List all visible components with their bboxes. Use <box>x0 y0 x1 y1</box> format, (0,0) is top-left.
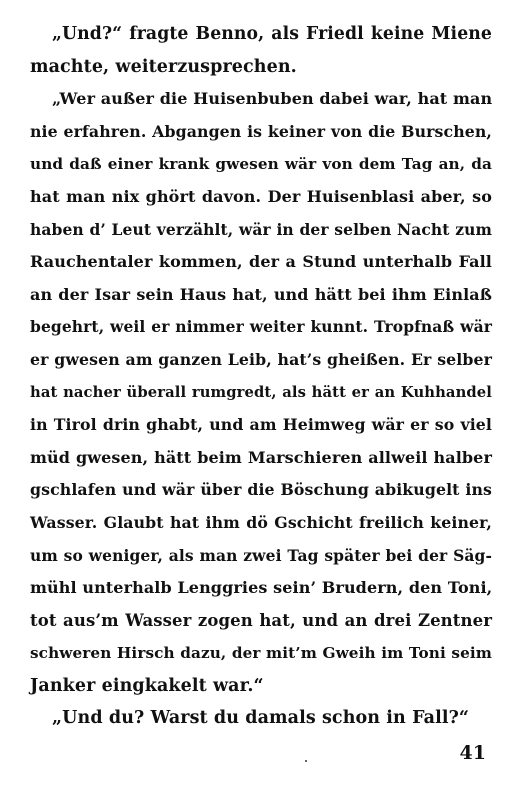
text-line: begehrt, weil er nimmer weiter kunnt. Tropfnaß wär <box>30 317 492 337</box>
text-line: machte, weiterzusprechen. <box>30 56 297 77</box>
page-number: 41 <box>459 742 486 764</box>
text-line: „Und?“ fragte Benno, als Friedl keine Miene <box>52 24 492 44</box>
text-line: „Und du? Warst du damals schon in Fall?“ <box>52 708 470 729</box>
text-line: Wasser. Glaubt hat ihm dö Gschicht freilich keiner, <box>30 512 492 532</box>
paragraph-2 <box>30 83 492 702</box>
text-line: Rauchentaler kommen, der a Stund unterhalb Fall <box>30 252 492 272</box>
text-line: gschlafen und wär über die Böschung abikugelt ins <box>30 480 492 500</box>
paragraph-1 <box>30 18 492 83</box>
paragraph-3 <box>30 702 492 735</box>
text-line: Janker eingkakelt war.“ <box>30 675 264 696</box>
text-line: „Wer außer die Huisenbuben dabei war, hat man <box>52 89 493 109</box>
text-line: mühl unterhalb Lenggries sein’ Brudern, den Toni, <box>30 578 493 598</box>
text-line: um so weniger, als man zwei Tag später bei der Säg- <box>30 545 492 565</box>
text-line: er gwesen am ganzen Leib, hat’s gheißen. Er selber <box>30 349 492 369</box>
text-line: nie erfahren. Abgangen is keiner von die Burschen, <box>30 121 492 141</box>
text-line: haben d’ Leut verzählt, wär in der selben Nacht zum <box>30 219 492 239</box>
text-line: tot aus’m Wasser zogen hat, und an drei Zentner <box>30 610 492 630</box>
text-line: in Tirol drin ghabt, und am Heimweg wär er so viel <box>30 415 492 435</box>
ink-speck <box>305 760 307 762</box>
text-line: an der Isar sein Haus hat, und hätt bei ihm Einlaß <box>30 284 492 304</box>
text-line: müd gwesen, hätt beim Marschieren allweil halber <box>30 447 492 467</box>
text-line: hat man nix ghört davon. Der Huisenblasi aber, so <box>30 186 492 206</box>
page-body <box>30 18 492 735</box>
text-line: schweren Hirsch dazu, der mit’m Gweih im Toni seim <box>30 644 492 663</box>
text-line: und daß einer krank gwesen wär von dem Tag an, da <box>30 155 492 174</box>
text-line: hat nacher überall rumgredt, als hätt er an Kuhhandel <box>30 383 492 401</box>
